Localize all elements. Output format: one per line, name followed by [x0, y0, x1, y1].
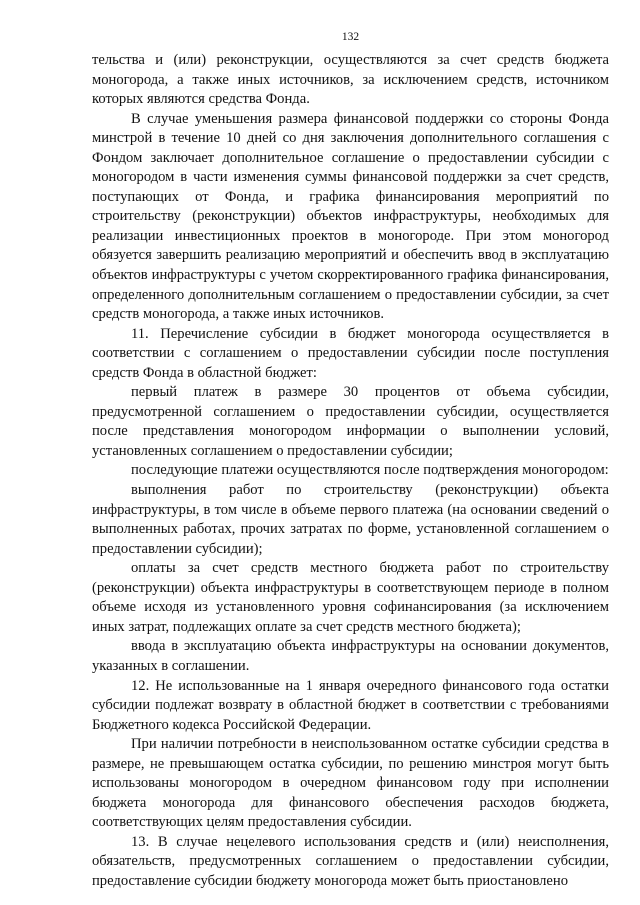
paragraph-clause-13: 13. В случае нецелевого использования средств и (или) неисполнения, обязательств, предусмотренных соглашением о предоставлении субсидии, предоставление субсидии бюджету моногорода может быть приостановлено [92, 833, 609, 889]
paragraph-commissioning: ввода в эксплуатацию объекта инфраструктуры на основании документов, указанных в соглашении. [92, 638, 609, 674]
paragraph-works-completion: выполнения работ по строительству (реконструкции) объекта инфраструктуры, в том числе в объеме первого платежа (на основании сведений о выполненных работах, прочих затратах по форме, установленной соглашением о предоставлении субсидии); [92, 482, 609, 557]
paragraph-continuation: тельства и (или) реконструкции, осуществляются за счет средств бюджета моногорода, а также иных источников, за исключением средств, источником которых являются средства Фонда. [92, 52, 609, 108]
paragraph-clause-12: 12. Не использованные на 1 января очередного финансового года остатки субсидии подлежат возврату в областной бюджет в соответствии с требованиями Бюджетного кодекса Российской Федерации. [92, 677, 609, 733]
paragraph-first-payment: первый платеж в размере 30 процентов от объема субсидии, предусмотренной соглашением о предоставлении субсидии, осуществляется после представления моногородом информации о выполнении условий, установленных соглашением о предоставлении субсидии; [92, 384, 609, 459]
document-body [92, 51, 609, 892]
paragraph-funding-reduction: В случае уменьшения размера финансовой поддержки со стороны Фонда минстрой в течение 10 дней со дня заключения дополнительного соглашения с Фондом заключает дополнительное соглашение о предоставлении субсидии с моногородом в части изменения суммы финансовой поддержки за счет средств, поступающих от Фонда, и графика финансирования мероприятий по строительству (реконструкции) объектов инфраструктуры, необходимых для реализации инвестиционных проектов в моногороде. При этом моногород обязуется завершить реализацию мероприятий и обеспечить ввод в эксплуатацию объектов инфраструктуры с учетом скорректированного графика финансирования, определенного дополнительным соглашением о предоставлении субсидии, за счет средств моногорода, а также иных источников. [92, 110, 609, 323]
paragraph-subsequent-payments: последующие платежи осуществляются после подтверждения моногородом: [131, 462, 609, 479]
paragraph-clause-11: 11. Перечисление субсидии в бюджет моногорода осуществляется в соответствии с соглашением о предоставлении субсидии после поступления средств Фонда в областной бюджет: [92, 325, 609, 381]
page-number: 132 [341, 31, 360, 43]
document-page [92, 30, 609, 892]
paragraph-unused-balance: При наличии потребности в неиспользованном остатке субсидии средства в размере, не превышающем остатка субсидии, по решению минстроя могут быть использованы моногородом в очередном финансовом году при исполнении бюджета моногорода для финансового обеспечения расходов бюджета, соответствующих целям предоставления субсидии. [92, 736, 609, 831]
paragraph-local-budget-payment: оплаты за счет средств местного бюджета работ по строительству (реконструкции) объекта инфраструктуры в соответствующем периоде в полном объеме исходя из установленного уровня софинансирования (за исключением иных затрат, подлежащих оплате за счет средств местного бюджета); [92, 560, 609, 635]
